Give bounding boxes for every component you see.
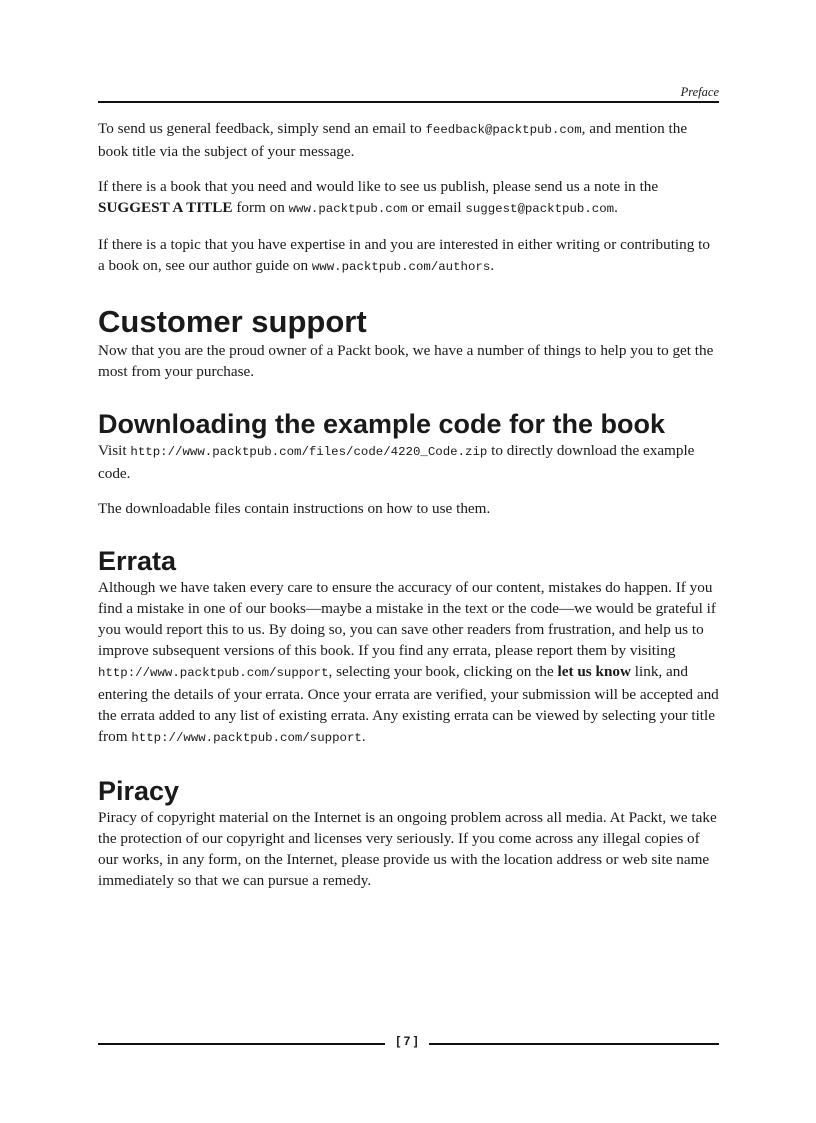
feedback-email[interactable]: feedback@packtpub.com: [425, 123, 582, 137]
footer-rule-right: [429, 1043, 719, 1045]
text: link, and entering the details of your errata. Once your errata are verified, your submission will be accepted and the errata added to any list of existing errata. Any existing errata can be viewed by selecting your title from: [98, 663, 719, 745]
text: If there is a book that you need and would like to see us publish, please send us a note in the: [98, 178, 659, 195]
suggest-email[interactable]: suggest@packtpub.com: [465, 202, 615, 216]
downloading-heading: Downloading the example code for the book: [98, 409, 666, 439]
support-url[interactable]: http://www.packtpub.com/support: [98, 666, 329, 680]
text: To send us general feedback, simply send an email to: [98, 120, 426, 137]
customer-support-heading: Customer support: [98, 304, 367, 339]
piracy-heading: Piracy: [98, 776, 180, 806]
text: If there is a topic that you have expertise in and you are interested in either writing or contributing to a book on, see our author guide on: [98, 236, 710, 274]
text: Visit: [98, 442, 131, 459]
text: to directly download the example code.: [98, 442, 695, 482]
running-header: [98, 85, 719, 103]
authors-url[interactable]: www.packtpub.com/authors: [311, 260, 491, 274]
running-title: Preface: [680, 85, 719, 99]
page-number: [ 7 ]: [396, 1034, 418, 1048]
let-us-know-link[interactable]: let us know: [557, 663, 631, 680]
footer-rule-left: [98, 1043, 385, 1045]
support-url-2[interactable]: http://www.packtpub.com/support: [131, 731, 362, 745]
page-footer: [98, 1034, 719, 1054]
download-paragraph: [98, 440, 719, 484]
author-guide-paragraph: [98, 234, 719, 278]
errata-paragraph: [98, 577, 719, 749]
suggest-paragraph: [98, 176, 719, 220]
page-body: [98, 118, 719, 901]
customer-support-text: Now that you are the proud owner of a Packt book, we have a number of things to help you to get the most from your purchase.: [98, 342, 714, 380]
piracy-text: Piracy of copyright material on the Internet is an ongoing problem across all media. At Packt, we take the protection of our copyright and licenses very seriously. If you come across any illegal copies of our works, in any form, on the Internet, please provide us with the location address or web site name immediately so that we can pursue a remedy.: [98, 809, 717, 889]
errata-heading: Errata: [98, 546, 177, 576]
text: .: [361, 728, 366, 745]
text: form on: [232, 199, 289, 216]
text: or email: [407, 199, 466, 216]
text: , and mention the book title via the subject of your message.: [98, 120, 688, 160]
text: Although we have taken every care to ensure the accuracy of our content, mistakes do happen. If you find a mistake in one of our books—maybe a mistake in the text or the code—we would be grateful if you would report this to us. By doing so, you can save other readers from frustration, and help us to improve subsequent versions of this book. If you find any errata, please report them by visiting: [98, 579, 716, 659]
download-url[interactable]: http://www.packtpub.com/files/code/4220_Code.zip: [130, 445, 488, 459]
packtpub-url[interactable]: www.packtpub.com: [288, 202, 408, 216]
page: [98, 0, 719, 1123]
text: .: [614, 199, 618, 216]
download-instructions: The downloadable files contain instructions on how to use them.: [98, 500, 491, 517]
text: .: [490, 257, 495, 274]
feedback-paragraph: [98, 118, 719, 162]
suggest-title-label: SUGGEST A TITLE: [98, 199, 233, 216]
text: , selecting your book, clicking on the: [328, 663, 558, 680]
